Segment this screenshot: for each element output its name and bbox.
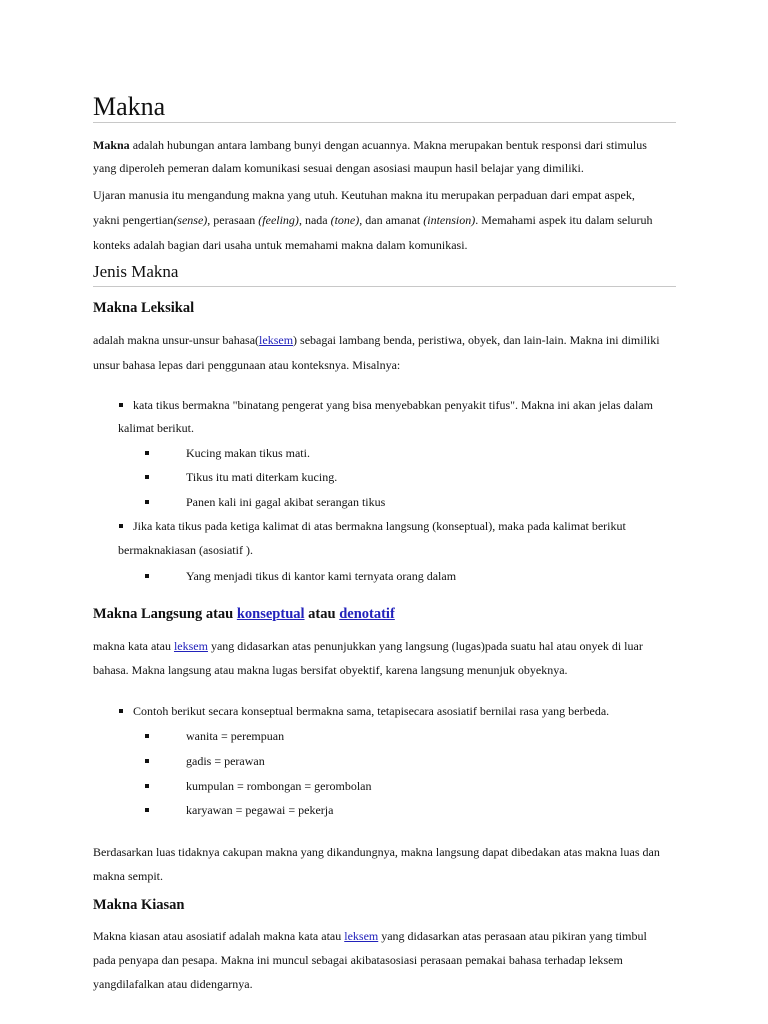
- paragraph-line: Berdasarkan luas tidaknya cakupan makna yang dikandungnya, makna langsung dapat dibedakan atas makna luas dan: [93, 845, 660, 859]
- link-konseptual[interactable]: konseptual: [236, 606, 305, 622]
- paragraph-line: [93, 638, 643, 654]
- bullet-icon: [145, 500, 149, 504]
- list-item: wanita = perempuan: [186, 729, 285, 743]
- list-item: kumpulan = rombongan = gerombolan: [186, 779, 372, 793]
- text: adalah makna unsur-unsur bahasa(: [93, 333, 260, 347]
- list-item: Panen kali ini gagal akibat serangan tikus: [186, 495, 386, 509]
- text: , dan amanat: [359, 213, 424, 227]
- text: ) sebagai lambang benda, peristiwa, obyek, dan lain-lain. Makna ini dimiliki: [293, 333, 660, 347]
- subheading-makna-langsung: [93, 605, 395, 623]
- intro-line: [93, 212, 653, 228]
- list-item: Jika kata tikus pada ketiga kalimat di atas bermakna langsung (konseptual), maka pada kalimat berikut: [133, 519, 626, 533]
- link-leksem[interactable]: leksem: [173, 639, 208, 653]
- italic-term: (tone): [330, 213, 360, 227]
- text: yang didasarkan atas perasaan atau pikiran yang timbul: [378, 929, 647, 943]
- title-divider: [93, 122, 676, 123]
- list-item: Kucing makan tikus mati.: [186, 446, 310, 460]
- list-item: Tikus itu mati diterkam kucing.: [186, 470, 338, 484]
- list-item-cont: bermaknakiasan (asosiatif ).: [118, 543, 253, 557]
- text: yang didasarkan atas penunjukkan yang langsung (lugas)pada suatu hal atau onyek di luar: [207, 639, 643, 653]
- intro-line: [93, 137, 647, 153]
- bullet-icon: [119, 403, 123, 407]
- paragraph-line: bahasa. Makna langsung atau makna lugas bersifat obyektif, karena langsung menunjuk obyeknya.: [93, 663, 568, 677]
- intro-line: Ujaran manusia itu mengandung makna yang utuh. Keutuhan makna itu merupakan perpaduan dari empat aspek,: [93, 188, 635, 202]
- intro-line: konteks adalah bagian dari usaha untuk memahami makna dalam komunikasi.: [93, 238, 468, 252]
- link-denotatif[interactable]: denotatif: [339, 606, 395, 622]
- paragraph-line: pada penyapa dan pesapa. Makna ini muncul sebagai akibatasosiasi perasaan pemakai bahasa terhadap leksem: [93, 953, 623, 967]
- list-item: gadis = perawan: [186, 754, 265, 768]
- text: Makna kiasan atau asosiatif adalah makna kata atau: [93, 929, 345, 943]
- paragraph-line: [93, 928, 647, 944]
- text: makna kata atau: [93, 639, 174, 653]
- text: atau: [304, 606, 340, 622]
- page-title: Makna: [93, 92, 166, 121]
- list-item-cont: kalimat berikut.: [118, 421, 194, 435]
- text: , perasaan: [207, 213, 259, 227]
- text: . Memahami aspek itu dalam seluruh: [475, 213, 653, 227]
- text: , nada: [298, 213, 331, 227]
- bullet-icon: [145, 808, 149, 812]
- paragraph-line: [93, 332, 660, 348]
- paragraph-line: yangdilafalkan atau didengarnya.: [93, 977, 253, 991]
- italic-term: (intension): [423, 213, 476, 227]
- text: yakni pengertian: [93, 213, 174, 227]
- list-item: karyawan = pegawai = pekerja: [186, 803, 334, 817]
- paragraph-line: unsur bahasa lepas dari penggunaan atau konteksnya. Misalnya:: [93, 358, 401, 372]
- list-item: Contoh berikut secara konseptual bermakna sama, tetapisecara asosiatif bernilai rasa yang berbeda.: [133, 704, 610, 718]
- bullet-icon: [119, 524, 123, 528]
- bullet-icon: [145, 784, 149, 788]
- paragraph-line: makna sempit.: [93, 869, 163, 883]
- text: adalah hubungan antara lambang bunyi dengan acuannya. Makna merupakan bentuk responsi dari stimulus: [129, 138, 647, 152]
- list-item: kata tikus bermakna "binatang pengerat yang bisa menyebabkan penyakit tifus". Makna ini akan jelas dalam: [133, 398, 653, 412]
- intro-line: yang diperoleh pemeran dalam komunikasi sesuai dengan asosiasi maupun hasil belajar yang dimiliki.: [93, 161, 584, 175]
- link-leksem[interactable]: leksem: [259, 333, 294, 347]
- bullet-icon: [145, 475, 149, 479]
- subheading-makna-leksikal: Makna Leksikal: [93, 300, 195, 316]
- text: Makna Langsung atau: [93, 606, 237, 622]
- bullet-icon: [145, 734, 149, 738]
- italic-term: (sense): [173, 213, 208, 227]
- bullet-icon: [119, 709, 123, 713]
- section-heading-jenis-makna: Jenis Makna: [93, 262, 179, 281]
- link-leksem[interactable]: leksem: [344, 929, 379, 943]
- section-divider: [93, 286, 676, 287]
- subheading-makna-kiasan: Makna Kiasan: [93, 897, 185, 913]
- bullet-icon: [145, 574, 149, 578]
- bullet-icon: [145, 451, 149, 455]
- list-item: Yang menjadi tikus di kantor kami ternyata orang dalam: [186, 569, 457, 583]
- italic-term: (feeling): [258, 213, 299, 227]
- term-bold: Makna: [93, 138, 130, 152]
- bullet-icon: [145, 759, 149, 763]
